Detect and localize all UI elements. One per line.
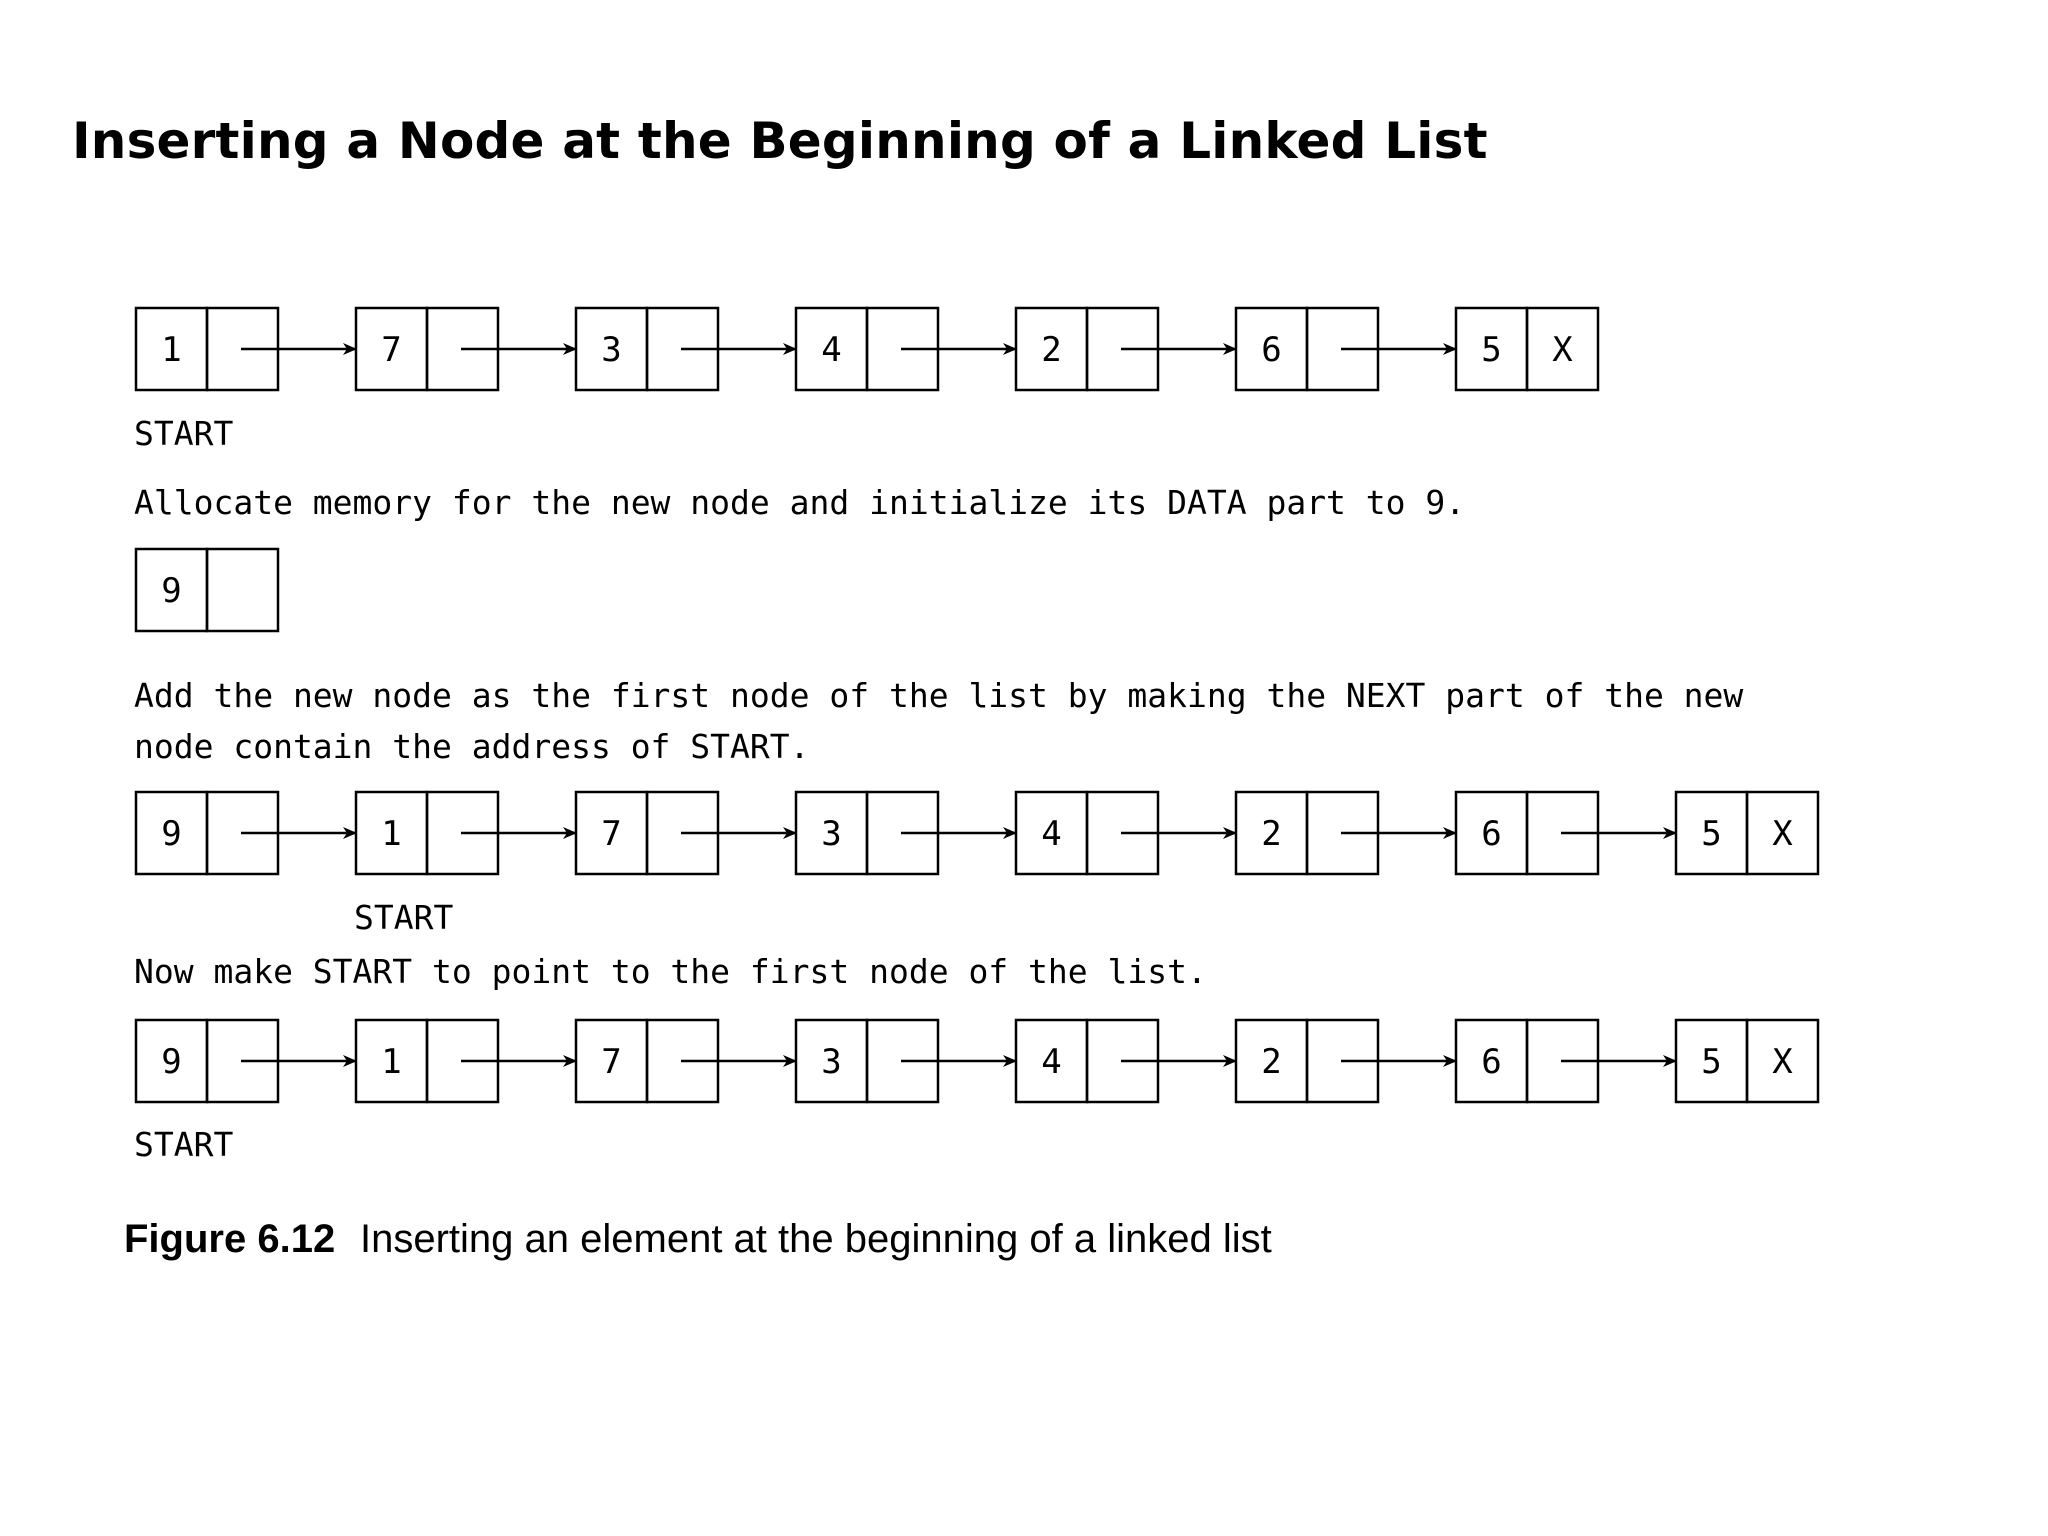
node-value: 4 xyxy=(821,330,842,370)
list-node xyxy=(1676,1020,1818,1102)
node-next-cell xyxy=(207,549,278,631)
null-marker: X xyxy=(1772,814,1793,854)
node-value: 3 xyxy=(821,814,842,854)
figure-caption-number: Figure 6.12 xyxy=(124,1217,336,1261)
node-value: 9 xyxy=(161,1042,182,1082)
node-value: 9 xyxy=(161,571,182,611)
node-value: 1 xyxy=(381,814,402,854)
list-node xyxy=(136,549,278,631)
node-value: 9 xyxy=(161,814,182,854)
node-value: 3 xyxy=(821,1042,842,1082)
start-label: START xyxy=(134,414,234,453)
node-value: 7 xyxy=(601,1042,622,1082)
node-value: 1 xyxy=(381,1042,402,1082)
node-value: 7 xyxy=(381,330,402,370)
step-3-text: Now make START to point to the first node of the list. xyxy=(134,952,1207,991)
page-title: Inserting a Node at the Beginning of a Linked List xyxy=(72,112,1488,170)
node-value: 2 xyxy=(1041,330,1062,370)
node-value: 6 xyxy=(1261,330,1282,370)
linked-list-with-new-node xyxy=(136,792,1818,874)
list-node xyxy=(1676,792,1818,874)
node-value: 7 xyxy=(601,814,622,854)
step-2-text-line-1: Add the new node as the first node of the list by making the NEXT part of the new xyxy=(134,676,1744,715)
null-marker: X xyxy=(1772,1042,1793,1082)
null-marker: X xyxy=(1552,330,1573,370)
list-node xyxy=(1456,308,1598,390)
step-1-text: Allocate memory for the new node and initialize its DATA part to 9. xyxy=(134,483,1466,522)
start-label: START xyxy=(134,1125,234,1164)
node-value: 2 xyxy=(1261,814,1282,854)
figure-caption-text: Inserting an element at the beginning of a linked list xyxy=(360,1217,1272,1261)
step-2-text-line-2: node contain the address of START. xyxy=(134,727,810,766)
linked-list-final xyxy=(136,1020,1818,1102)
node-value: 5 xyxy=(1701,1042,1722,1082)
node-value: 2 xyxy=(1261,1042,1282,1082)
node-value: 6 xyxy=(1481,1042,1502,1082)
node-value: 6 xyxy=(1481,814,1502,854)
node-value: 4 xyxy=(1041,814,1062,854)
new-node xyxy=(136,549,278,631)
node-value: 5 xyxy=(1701,814,1722,854)
linked-list-initial xyxy=(136,308,1598,390)
node-value: 4 xyxy=(1041,1042,1062,1082)
start-label: START xyxy=(354,898,454,937)
node-value: 5 xyxy=(1481,330,1502,370)
node-value: 3 xyxy=(601,330,622,370)
node-value: 1 xyxy=(161,330,182,370)
